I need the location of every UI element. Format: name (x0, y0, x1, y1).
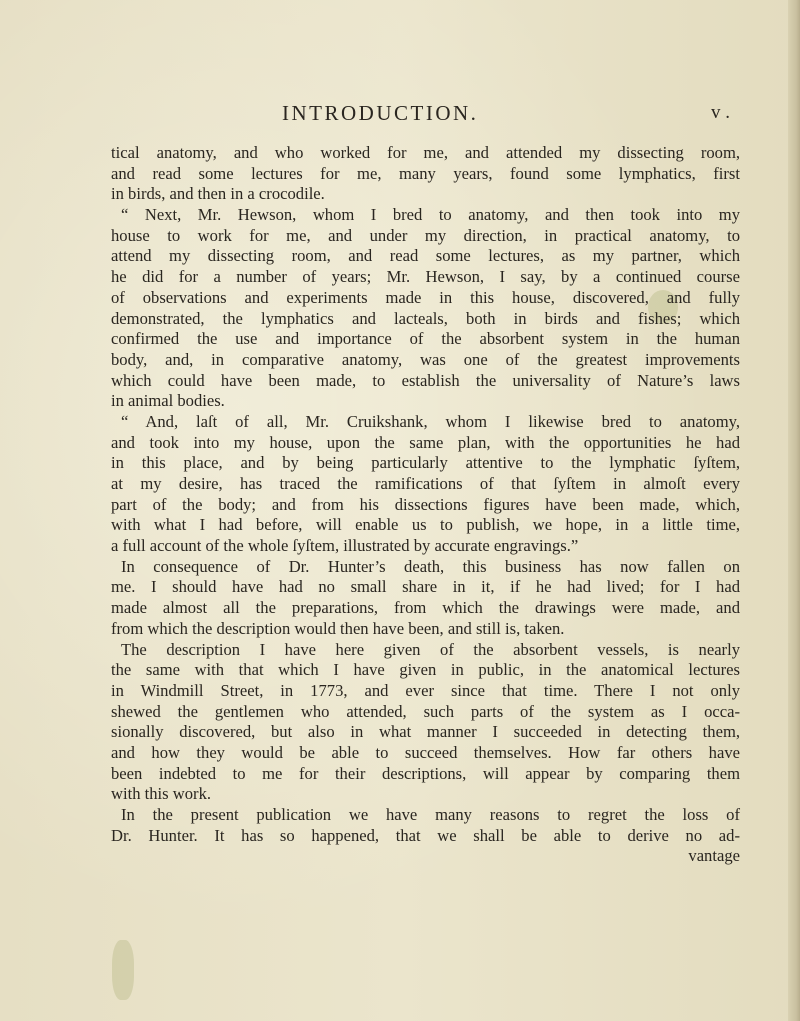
page-number: v . (711, 102, 730, 123)
text-line: house to work for me, and under my direction, in practical anatomy, to (111, 225, 740, 245)
text-line: confirmed the use and importance of the absorbent system in the human (111, 329, 740, 349)
text-line: in birds, and then in a crocodile. (111, 184, 325, 204)
text-line: shewed the gentlemen who attended, such parts of the system as I occa- (111, 701, 740, 721)
text-line: In consequence of Dr. Hunter’s death, this business has now fallen on (121, 556, 740, 576)
text-line: with this work. (111, 784, 212, 804)
text-line: in this place, and by being particularly attentive to the lymphatic ſyſtem, (111, 453, 740, 473)
body-text (111, 143, 740, 867)
page-edge (788, 0, 800, 1021)
text-line: in Windmill Street, in 1773, and ever since that time. There I not only (111, 680, 740, 700)
text-line: Dr. Hunter. It has so happened, that we shall be able to derive no ad- (111, 825, 740, 845)
text-line: and took into my house, upon the same plan, with the opportunities he had (111, 432, 740, 452)
text-line: “ And, laſt of all, Mr. Cruikshank, whom I likewise bred to anatomy, (121, 411, 740, 431)
text-line: which could have been made, to establish the universality of Nature’s laws (111, 370, 740, 390)
text-line: body, and, in comparative anatomy, was one of the greatest improvements (111, 349, 740, 369)
text-line: tical anatomy, and who worked for me, and attended my dissecting room, (111, 143, 740, 162)
running-title: INTRODUCTION. (282, 101, 479, 125)
text-line: of observations and experiments made in this house, discovered, and fully (111, 287, 740, 307)
text-line: at my desire, has traced the ramifications of that ſyſtem in almoſt every (111, 474, 740, 493)
text-line: with what I had before, will enable us to publish, we hope, in a little time, (111, 515, 740, 535)
text-line: The description I have here given of the absorbent vessels, is nearly (121, 639, 740, 659)
text-line: part of the body; and from his dissections figures have been made, which, (111, 494, 740, 514)
text-line: and how they would be able to succeed themselves. How far others have (111, 742, 740, 762)
text-line: and read some lectures for me, many years, found some lymphatics, first (111, 163, 740, 183)
catchword: vantage (688, 846, 740, 866)
text-line: he did for a number of years; Mr. Hewson, I say, by a continued course (111, 267, 740, 287)
page-header (250, 100, 730, 126)
text-line: “ Next, Mr. Hewson, whom I bred to anatomy, and then took into my (121, 205, 740, 225)
text-line: made almost all the preparations, from which the drawings were made, and (111, 598, 740, 618)
text-line: me. I should have had no small share in it, if he had lived; for I had (111, 577, 740, 597)
text-line: attend my dissecting room, and read some lectures, as my partner, which (111, 246, 740, 266)
text-line: a full account of the whole ſyſtem, illustrated by accurate engravings.” (111, 536, 579, 556)
text-line: from which the description would then have been, and still is, taken. (111, 618, 565, 638)
text-line: been indebted to me for their descriptions, will appear by comparing them (111, 763, 740, 783)
foxing-stain (112, 940, 134, 1000)
text-line: In the present publication we have many reasons to regret the loss of (121, 805, 740, 824)
text-line: in animal bodies. (111, 391, 225, 411)
text-line: sionally discovered, but also in what manner I succeeded in detecting them, (111, 722, 740, 742)
text-line: demonstrated, the lymphatics and lacteals, both in birds and fishes; which (111, 308, 740, 328)
text-line: the same with that which I have given in public, in the anatomical lectures (111, 660, 740, 680)
